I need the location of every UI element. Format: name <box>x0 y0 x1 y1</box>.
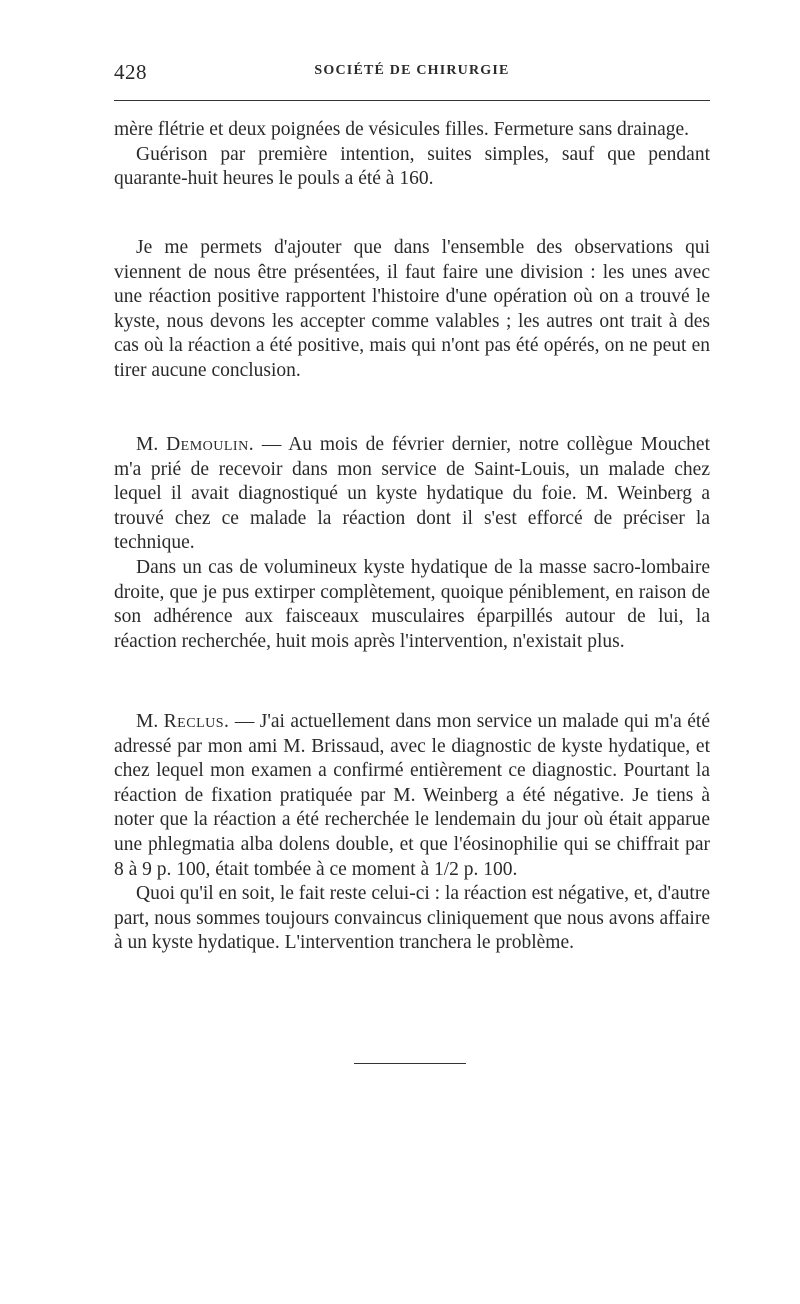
closing-rule <box>354 1063 466 1064</box>
paragraph-reclus-2: Quoi qu'il en soit, le fait reste celui-ci : la réaction est négative, et, d'autre part, nous sommes toujours convaincus cliniquement que nous avons affaire à un kyste hydatique. L'intervention tranchera le problème. <box>114 883 710 954</box>
speaker-prefix: M. <box>136 711 164 732</box>
paragraph-closure: mère flétrie et deux poignées de vésicules filles. Fermeture sans drainage. <box>114 119 690 140</box>
paragraph-demoulin-2: Dans un cas de volumineux kyste hydatique de la masse sacro-lombaire droite, que je pus extirper complètement, quoique péniblement, en raison de son adhérence aux faisceaux musculaires éparpillés autour de lui, la réaction recherchée, huit mois après l'intervention, n'existait plus. <box>114 556 710 652</box>
speaker-prefix: M. <box>136 434 167 455</box>
paragraph-reclus-1 <box>114 710 710 882</box>
speaker-name: Demoulin. <box>166 434 255 455</box>
paragraph-outcome: Guérison par première intention, suites simples, sauf que pendant quarante-huit heures le pouls a été à 160. <box>114 143 710 190</box>
paragraph-classification: Je me permets d'ajouter que dans l'ensemble des observations qui viennent de nous être présentées, il faut faire une division : les unes avec une réaction positive rapportent l'histoire d'une opération où on a trouvé le kyste, nous devons les accepter comme valables ; les autres ont trait à des cas où la réaction a été positive, mais qui n'ont pas été opérés, on ne peut en tirer aucune conclusion. <box>114 237 710 381</box>
classification-remark <box>114 236 710 384</box>
paragraph-demoulin-1 <box>114 433 710 556</box>
demoulin-intervention <box>114 433 710 654</box>
speech-text: — J'ai actuellement dans mon service un malade qui m'a été adressé par mon ami M. Brissaud, avec le diagnostic de kyste hydatique, et chez lequel mon examen a confirmé entièrement ce diagnostic. Pourtant la réaction de fixation pratiquée par M. Weinberg a été négative. Je tiens à noter que la réaction a été recherchée le lendemain du jour où était apparue une phlegmatia alba dolens double, et que l'éosinophilie qui se chiffrait par 8 à 9 p. 100, était tombée à ce moment à 1/2 p. 100. <box>114 711 711 880</box>
header-rule <box>114 100 710 101</box>
speech-text: — Au mois de février dernier, notre collègue Mouchet m'a prié de recevoir dans mon service de Saint-Louis, un malade chez lequel il avait diagnostiqué un kyste hydatique du foie. M. Weinberg a trouvé chez ce malade la réaction dont il s'est efforcé de préciser la technique. <box>114 434 710 554</box>
running-head <box>114 60 710 86</box>
case-report-end <box>114 118 710 192</box>
speaker-name: Reclus. <box>163 711 230 732</box>
reclus-intervention <box>114 710 710 956</box>
page-number: 428 <box>114 60 147 84</box>
journal-title: SOCIÉTÉ DE CHIRURGIE <box>314 63 510 78</box>
